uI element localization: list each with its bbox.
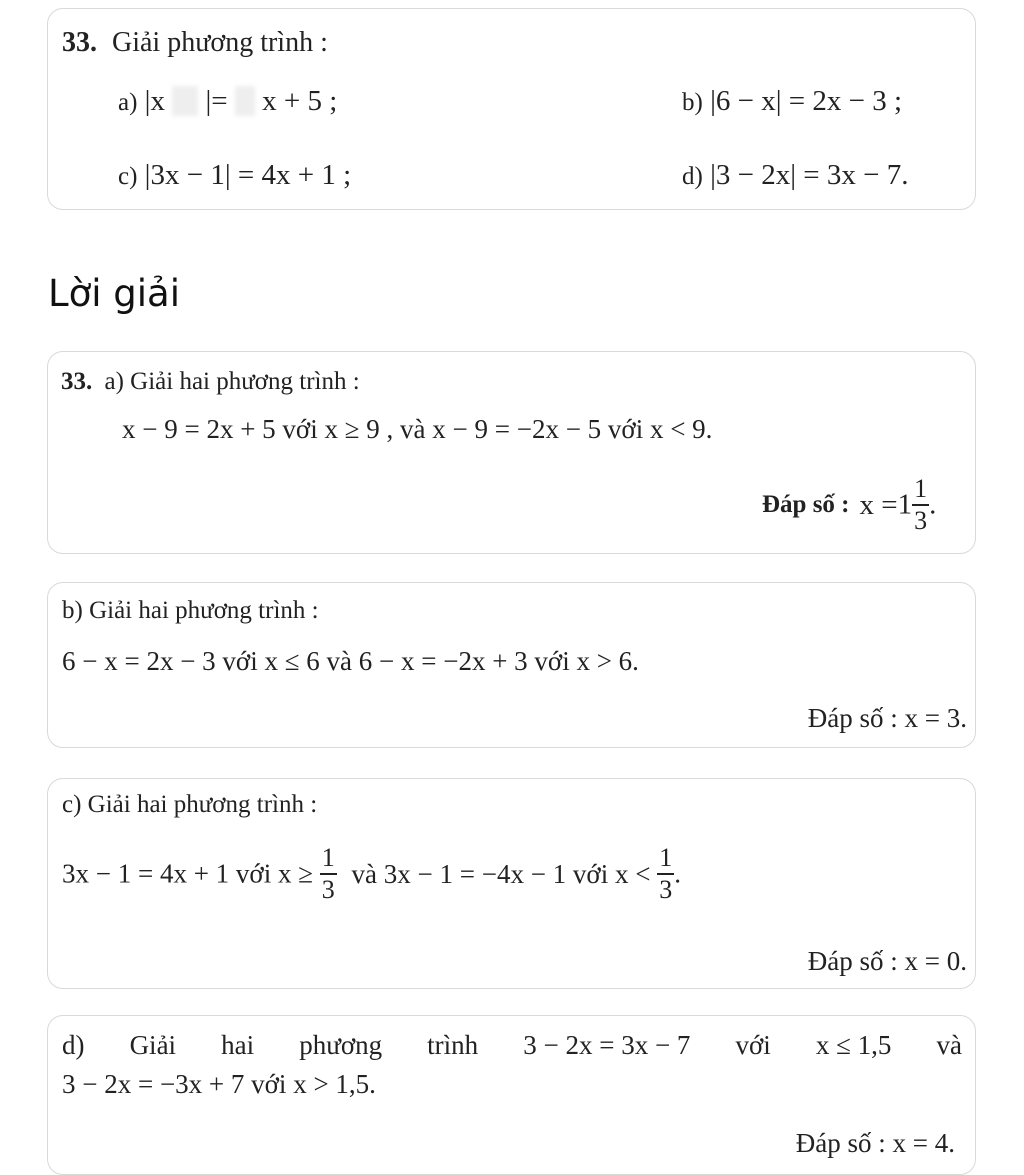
solution-c-card (47, 778, 976, 989)
solution-b-intro: b) Giải hai phương trình : (62, 597, 319, 624)
blurred-region (235, 86, 255, 116)
solution-b-line: 6 − x = 2x − 3 với x ≤ 6 và 6 − x = −2x + 3 với x > 6. (62, 646, 639, 676)
problem-header (62, 27, 328, 59)
solution-heading: Lời giải (48, 272, 181, 315)
item-c: c) |3x − 1| = 4x + 1 ; (118, 159, 352, 191)
solution-b-card (47, 582, 976, 748)
solution-d-answer: Đáp số : x = 4. (795, 1128, 955, 1158)
item-d: d) |3 − 2x| = 3x − 7. (682, 159, 909, 191)
problem-title: Giải phương trình : (112, 27, 328, 58)
fraction-one-third: $\frac{1}{3}$ (321, 843, 335, 904)
solution-d-line1: d) Giải hai phương trình 3 − 2x = 3x − 7 với x ≤ 1,5 và (62, 1030, 962, 1060)
blurred-region (172, 86, 198, 116)
solution-a-card (47, 351, 976, 554)
item-b: b) |6 − x| = 2x − 3 ; (682, 85, 903, 117)
solution-d-card (47, 1015, 976, 1175)
problem-card (47, 8, 976, 210)
solution-c-intro: c) Giải hai phương trình : (62, 791, 318, 818)
solution-c-answer: Đáp số : x = 0. (807, 946, 967, 976)
solution-a-intro: 33. a) Giải hai phương trình : (61, 368, 360, 395)
solution-a-line: x − 9 = 2x + 5 với x ≥ 9 , và x − 9 = −2x − 5 với x < 9. (122, 414, 713, 444)
solution-a-answer: Đáp số : x =1 $\frac{1}{3}$ . (762, 474, 937, 535)
item-a: a) |x |= x + 5 ; (118, 85, 338, 117)
answer-fraction: $\frac{1}{3}$ (914, 474, 928, 535)
solution-c-line: 3x − 1 = 4x + 1 với x ≥ $\frac{1}{3}$ và 3x − 1 = −4x − 1 với x < $\frac{1}{3}$ . (62, 843, 681, 904)
solution-d-line2: 3 − 2x = −3x + 7 với x > 1,5. (62, 1069, 376, 1099)
problem-number: 33. (62, 27, 97, 58)
fraction-one-third: $\frac{1}{3}$ (659, 843, 673, 904)
solution-b-answer: Đáp số : x = 3. (807, 703, 967, 733)
